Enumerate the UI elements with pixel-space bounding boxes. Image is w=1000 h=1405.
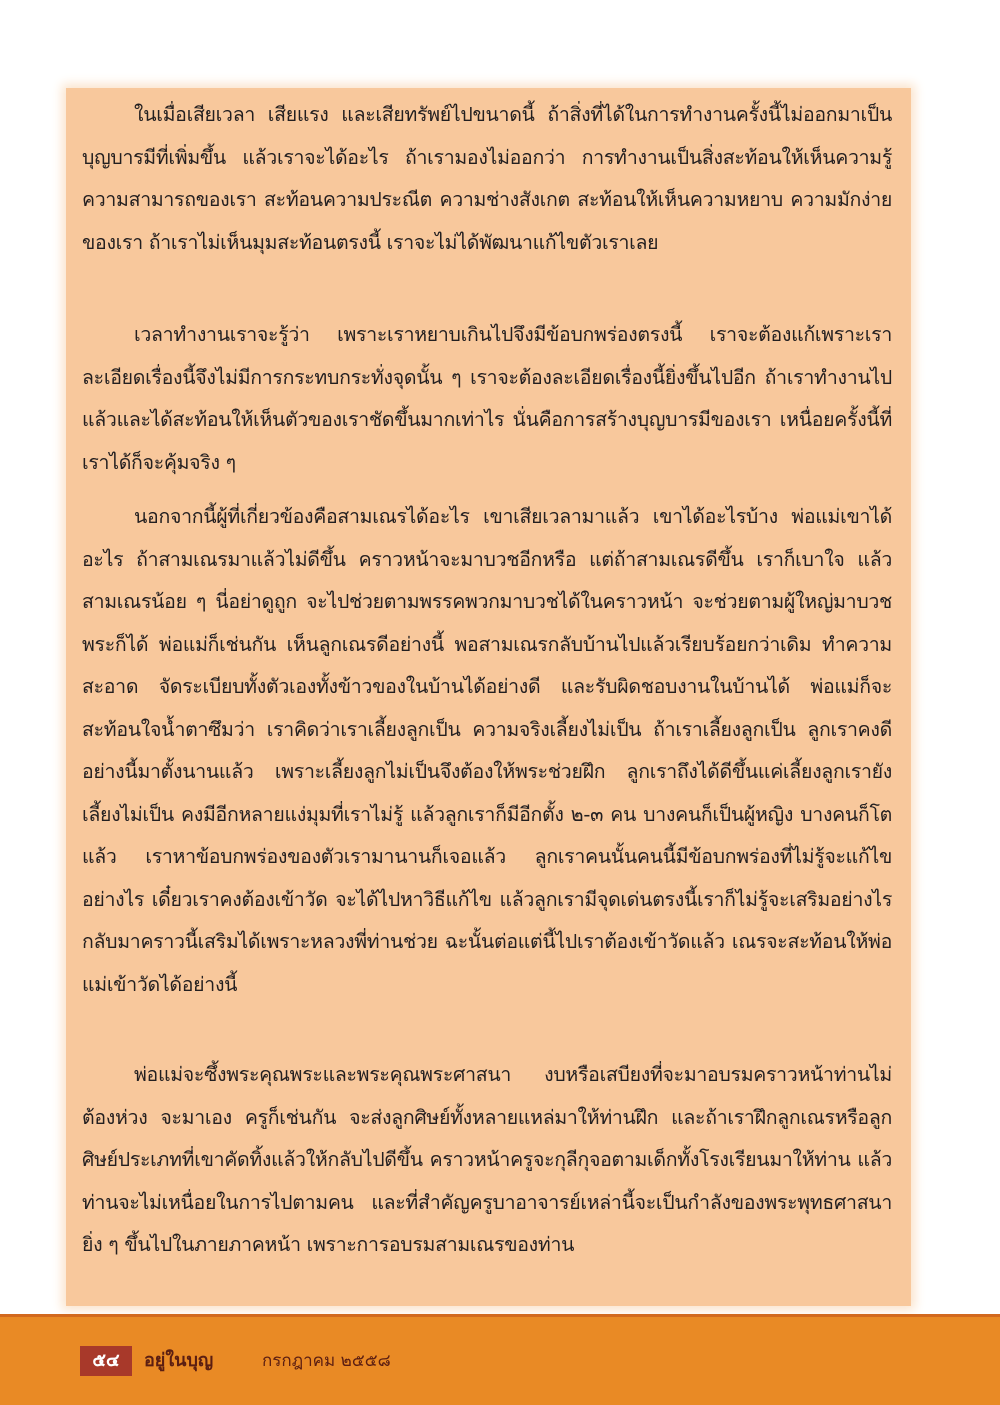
article-paragraph-3: นอกจากนี้ผู้ที่เกี่ยวข้องคือสามเณรได้อะไร เขาเสียเวลามาแล้ว เขาได้อะไรบ้าง พ่อแม่เขาได้อะไร ถ้าสามเณรมาแล้วไม่ดีขึ้น คราวหน้าจะมาบวชอีกหรือ แต่ถ้าสามเณรดีขึ้น เราก็เบาใจ แล้วสามเณรน้อย ๆ นี่อย่าดูถูก จะไปช่วยตามพรรคพวกมาบวชได้ในคราวหน้า จะช่วยตามผู้ใหญ่มาบวชพระก็ได้ พ่อแม่ก็เช่นกัน เห็นลูกเณรดีอย่างนี้ พอสามเณรกลับบ้านไปแล้วเรียบร้อยกว่าเดิม ทำความสะอาด จัดระเบียบทั้งตัวเองทั้งข้าวของในบ้านได้อย่างดี และรับผิดชอบงานในบ้านได้ พ่อแม่ก็จะสะท้อนใจน้ำตาซึมว่า เราคิดว่าเราเลี้ยงลูกเป็น ความจริงเลี้ยงไม่เป็น ถ้าเราเลี้ยงลูกเป็น ลูกเราคงดีอย่างนี้มาตั้งนานแล้ว เพราะเลี้ยงลูกไม่เป็นจึงต้องให้พระช่วยฝึก ลูกเราถึงได้ดีขึ้นแค่เลี้ยงลูกเรายังเลี้ยงไม่เป็น คงมีอีกหลายแง่มุมที่เราไม่รู้ แล้วลูกเราก็มีอีกตั้ง ๒-๓ คน บางคนก็เป็นผู้หญิง บางคนก็โตแล้ว เราหาข้อบกพร่องของตัวเรามานานก็เจอแล้ว ลูกเราคนนั้นคนนี้มีข้อบกพร่องที่ไม่รู้จะแก้ไขอย่างไร เดี๋ยวเราคงต้องเข้าวัด จะได้ไปหาวิธีแก้ไข แล้วลูกเรามีจุดเด่นตรงนี้เราก็ไม่รู้จะเสริมอย่างไร กลับมาคราวนี้เสริมได้เพราะหลวงพี่ท่านช่วย ฉะนั้นต่อแต่นี้ไปเราต้องเข้าวัดแล้ว เณรจะสะท้อนให้พ่อแม่เข้าวัดได้อย่างนี้ bbox=[82, 505, 892, 996]
page-number-badge: ๕๔ bbox=[80, 1346, 132, 1376]
article-paragraph-4: พ่อแม่จะซึ้งพระคุณพระและพระคุณพระศาสนา งบหรือเสบียงที่จะมาอบรมคราวหน้าท่านไม่ต้องห่วง จะมาเอง ครูก็เช่นกัน จะส่งลูกศิษย์ทั้งหลายแหล่มาให้ท่านฝึก และถ้าเราฝึกลูกเณรหรือลูกศิษย์ประเภทที่เขาคัดทิ้งแล้วให้กลับไปดีขึ้น คราวหน้าครูจะกุลีกุจอตามเด็กทั้งโรงเรียนมาให้ท่าน แล้วท่านจะไม่เหนื่อยในการไปตามคน และที่สำคัญครูบาอาจารย์เหล่านี้จะเป็นกำลังของพระพุทธศาสนายิ่ง ๆ ขึ้นไปในภายภาคหน้า เพราะการอบรมสามเณรของท่าน bbox=[82, 1063, 892, 1256]
issue-date: กรกฎาคม ๒๕๕๘ bbox=[262, 1351, 391, 1371]
article-paragraph-1: ในเมื่อเสียเวลา เสียแรง และเสียทรัพย์ไปขนาดนี้ ถ้าสิ่งที่ได้ในการทำงานครั้งนี้ไม่ออกมาเป็นบุญบารมีที่เพิ่มขึ้น แล้วเราจะได้อะไร ถ้าเรามองไม่ออกว่า การทำงานเป็นสิ่งสะท้อนให้เห็นความรู้ความสามารถของเรา สะท้อนความประณีต ความช่างสังเกต สะท้อนให้เห็นความหยาบ ความมักง่ายของเรา ถ้าเราไม่เห็นมุมสะท้อนตรงนี้ เราจะไม่ได้พัฒนาแก้ไขตัวเราเลย bbox=[82, 103, 892, 254]
article-paragraph-2: เวลาทำงานเราจะรู้ว่า เพราะเราหยาบเกินไปจึงมีข้อบกพร่องตรงนี้ เราจะต้องแก้เพราะเราละเอียดเรื่องนี้จึงไม่มีการกระทบกระทั่งจุดนั้น ๆ เราจะต้องละเอียดเรื่องนี้ยิ่งขึ้นไปอีก ถ้าเราทำงานไปแล้วและได้สะท้อนให้เห็นตัวของเราชัดขึ้นมากเท่าไร นั่นคือการสร้างบุญบารมีของเรา เหนื่อยครั้งนี้ที่เราได้ก็จะคุ้มจริง ๆ bbox=[82, 323, 892, 474]
magazine-title: อยู่ในบุญ bbox=[144, 1350, 214, 1371]
